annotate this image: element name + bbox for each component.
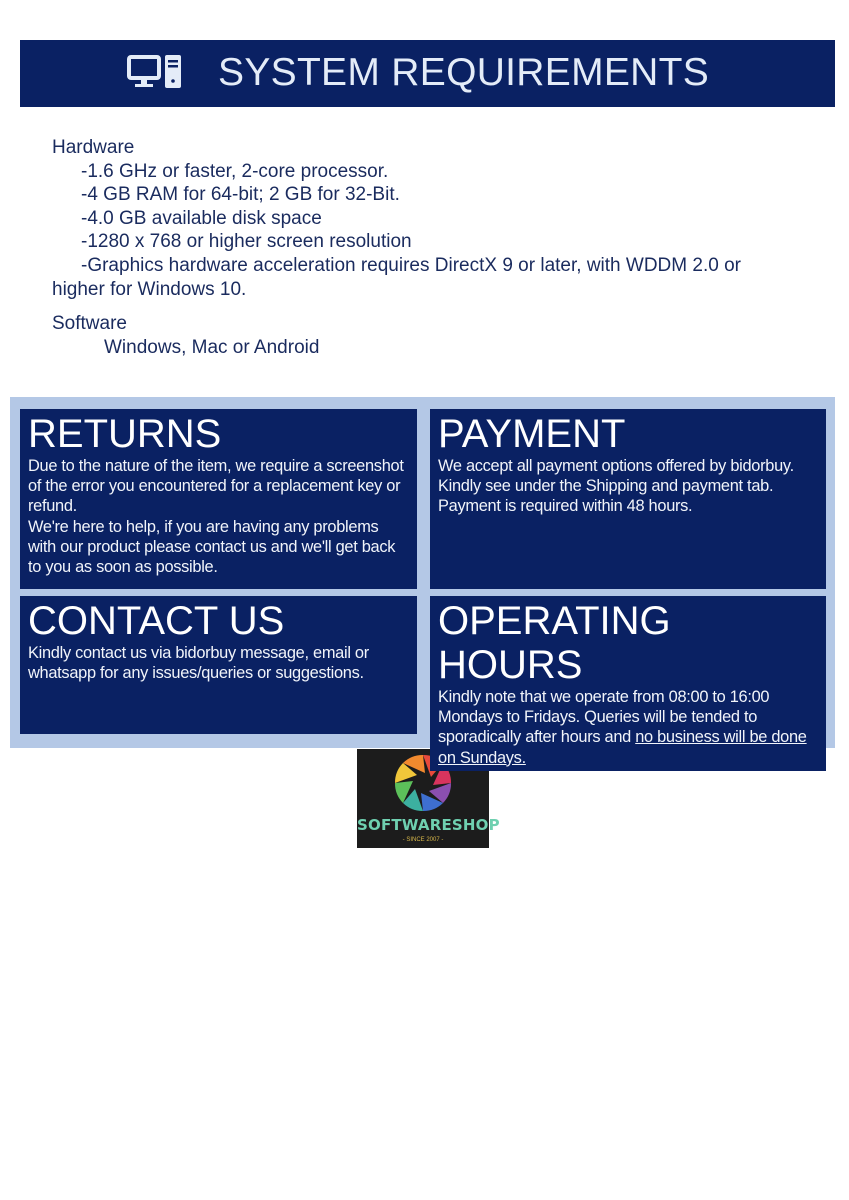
hardware-item: -4 GB RAM for 64-bit; 2 GB for 32-Bit. xyxy=(81,184,400,206)
hardware-item: -4.0 GB available disk space xyxy=(81,207,322,229)
requirements-section xyxy=(52,136,792,359)
hardware-heading: Hardware xyxy=(52,137,135,158)
payment-text: We accept all payment options offered by bidorbuy. Kindly see under the Shipping and payment tab. Payment is required within 48 hours. xyxy=(438,457,794,516)
hours-text-underlined: no business will be done on Sundays. xyxy=(438,728,807,767)
hardware-item: -1280 x 768 or higher screen resolution xyxy=(81,231,412,253)
hardware-item: -1.6 GHz or faster, 2-core processor. xyxy=(81,160,389,182)
info-panel xyxy=(10,397,835,767)
hours-box xyxy=(430,596,826,771)
page-title: SYSTEM REQUIREMENTS xyxy=(218,51,710,94)
hardware-item-continuation: higher for Windows 10. xyxy=(52,278,247,300)
software-heading: Software xyxy=(52,313,127,335)
hardware-item: -Graphics hardware acceleration requires DirectX 9 or later, with WDDM 2.0 or xyxy=(81,254,741,276)
payment-title: PAYMENT xyxy=(438,412,626,456)
contact-title: CONTACT US xyxy=(28,599,285,643)
returns-title: RETURNS xyxy=(28,412,222,456)
payment-box xyxy=(430,409,826,589)
logo-name: SOFTWARESHOP xyxy=(357,816,500,834)
desktop-computer-icon xyxy=(127,53,183,91)
contact-text: Kindly contact us via bidorbuy message, email or whatsapp for any issues/queries or suggestions. xyxy=(28,644,369,683)
returns-text: Due to the nature of the item, we require a screenshot of the error you encountered for a replacement key or refund. xyxy=(28,457,404,516)
returns-box xyxy=(20,409,417,589)
software-value: Windows, Mac or Android xyxy=(104,336,320,358)
contact-box xyxy=(20,596,417,734)
hours-title: OPERATING HOURS xyxy=(438,599,671,687)
hours-text xyxy=(438,687,818,768)
hours-text-main: Kindly note that we operate from 08:00 to 16:00 Mondays to Fridays. Queries will be tended to sporadically after hours and xyxy=(438,688,770,747)
header-banner xyxy=(20,40,835,107)
logo-tagline: - SINCE 2007 - xyxy=(402,837,444,843)
returns-text: We're here to help, if you are having any problems with our product please contact us and we'll get back to you as soon as possible. xyxy=(28,517,396,577)
